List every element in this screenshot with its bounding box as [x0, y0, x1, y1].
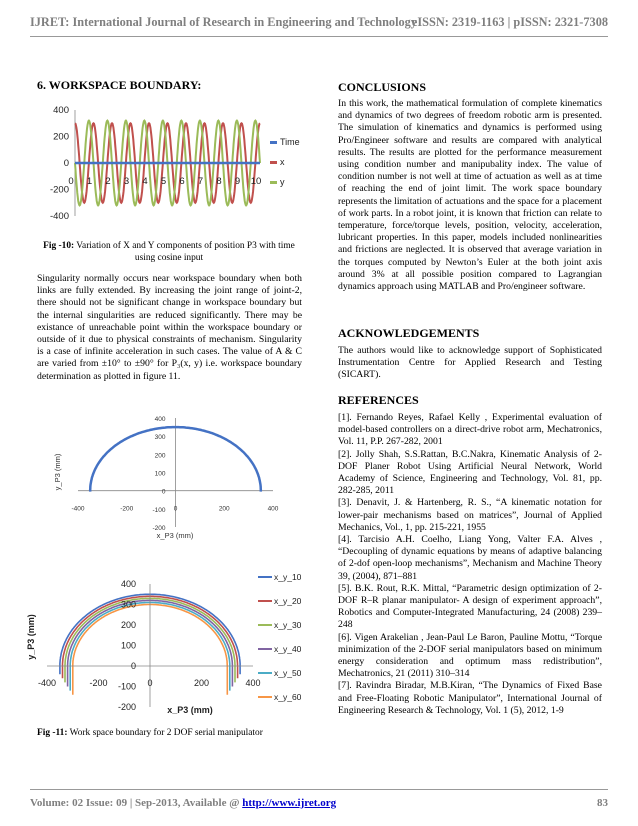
chart-xy-vs-time	[30, 98, 315, 228]
y-tick-label: 0	[161, 488, 166, 496]
legend-swatch-x	[270, 161, 277, 164]
y-tick-label: -400	[49, 211, 69, 222]
y-tick-label: 200	[154, 452, 166, 460]
y-tick-label: -200	[49, 184, 69, 196]
ack-text: The authors would like to acknowledge support of Sophisticated Instrumentation Centre for Applied Research and Testing (SICART).	[338, 345, 602, 381]
fig10-label: Fig -10:	[43, 241, 75, 251]
x-tick-label: 8	[216, 176, 222, 187]
y-tick-label: -200	[117, 702, 136, 712]
y-tick-label: 400	[53, 105, 69, 116]
x-tick-label: 0	[173, 505, 178, 513]
y-tick-label: 200	[120, 620, 136, 630]
x-axis-label: x_P3 (mm)	[167, 705, 213, 715]
fig10-text: Variation of X and Y components of position P3 with time using cosine input	[74, 241, 295, 263]
page-number: 83	[597, 797, 608, 809]
footer-issue-text: Volume: 02 Issue: 09 | Sep-2013, Available @	[30, 797, 243, 809]
y-axis-label: y_P3 (mm)	[53, 453, 62, 491]
journal-title: IJRET: International Journal of Research in Engineering and Technology	[30, 15, 417, 29]
issn: eISSN: 2319-1163 | pISSN: 2321-7308	[411, 15, 608, 29]
page-footer	[30, 789, 608, 816]
x-tick-label: 6	[179, 176, 185, 187]
reference-item: [4]. Tarcisio A.H. Coelho, Liang Yong, Valter F.A. Alves , “Decoupling of dynamic equations by means of adaptive balancing of 2-dof open-loop mechanisms”, Mechanism and Machine Theory 39, (2004), 871–881	[338, 534, 602, 582]
section-title-workspace: 6. WORKSPACE BOUNDARY:	[37, 78, 202, 92]
fig11-caption	[37, 727, 312, 739]
legend-label-Time: Time	[280, 137, 300, 147]
footer-issue	[30, 797, 336, 809]
legend-swatch-Time	[270, 141, 277, 144]
legend-label-x_y_30: x_y_30	[274, 620, 302, 630]
y-tick-label: 0	[63, 158, 69, 169]
y-tick-label: 100	[154, 470, 166, 478]
fig11-label: Fig -11:	[37, 728, 68, 738]
y-tick-label: 400	[120, 579, 136, 589]
fig10-caption	[34, 240, 304, 264]
y-axis-label: y_P3 (mm)	[26, 614, 36, 660]
legend-label-x_y_40: x_y_40	[274, 644, 302, 654]
y-tick-label: -100	[152, 506, 166, 514]
y-tick-label: 300	[120, 599, 136, 610]
x-tick-label: 2	[105, 176, 111, 187]
legend-label-y: y	[280, 177, 285, 187]
x-tick-label: 4	[142, 176, 148, 187]
x-axis-label: x_P3 (mm)	[156, 531, 194, 540]
reference-item: [1]. Fernando Reyes, Rafael Kelly , Experimental evaluation of model-based controllers on a direct-drive robot arm, Mechatronics, Vol. 11, P.P. 267-282, 2001	[338, 412, 602, 448]
x-tick-label: 0	[68, 176, 74, 187]
legend-label-x: x	[280, 157, 285, 167]
x-tick-label: 9	[234, 176, 241, 187]
y-tick-label: 100	[120, 640, 136, 651]
x-tick-label: 400	[267, 505, 279, 513]
y-tick-label: -100	[117, 681, 136, 692]
ack-title: ACKNOWLEDGEMENTS	[338, 326, 480, 340]
y-tick-label: 200	[53, 131, 69, 143]
x-tick-label: 200	[218, 505, 230, 513]
page-header	[30, 10, 608, 37]
footer-link[interactable]: http://www.ijret.org	[242, 797, 337, 809]
reference-item: [7]. Ravindra Biradar, M.B.Kiran, “The Dynamics of Fixed Base and Free-Floating Robotic Manipulator”, International Journal of Engineering Research & Technology, Vol. 1 (5), 2012, 1-9	[338, 680, 602, 716]
singularity-paragraph: Singularity normally occurs near workspace boundary when both links are fully extended. By increasing the joint range of joint-2, there should not be significant change in workspace boundary but the internal singularities are reduced significantly. There may be existance of unreachable point within the workspace boundary or outside of it due to physical constraints of mechanism. Singularity is a case of infinite acceleration in such cases. The value of A & C are varied from ±10° to ±90° for P₃(x, y) i.e. workspace boundary determination as plotted in figure 11.	[37, 273, 302, 382]
reference-item: [5]. B.K. Rout, R.K. Mittal, “Parametric design optimization of 2-DOF R–R planar manipulator- A design of experiment approach”, Robotics and Computer-Integrated Manufacturing, 24 (2008) 239–248	[338, 582, 602, 631]
fig11-text: Work space boundary for 2 DOF serial manipulator	[67, 728, 263, 738]
y-tick-label: 0	[130, 661, 136, 671]
x-tick-label: 7	[197, 176, 204, 187]
legend-label-x_y_60: x_y_60	[274, 692, 302, 702]
x-tick-label: 1	[86, 176, 93, 187]
x-tick-label: 200	[193, 678, 210, 688]
x-tick-label: -400	[71, 505, 85, 513]
legend-label-x_y_20: x_y_20	[274, 596, 302, 606]
reference-item: [6]. Vigen Arakelian , Jean-Paul Le Baron, Pauline Mottu, “Torque minimization of the 2-DOF serial manipulators based on minimum energy consideration and optimum mass redistribution”, Mechatronics, 21 (2011) 310–314	[338, 631, 602, 680]
y-tick-label: 400	[154, 416, 166, 423]
chart-workspace-boundary	[50, 410, 290, 545]
x-tick-label: -200	[89, 678, 108, 688]
x-tick-label: 5	[160, 176, 167, 187]
x-tick-label: -400	[37, 678, 57, 688]
x-tick-label: 3	[123, 176, 130, 187]
legend-swatch-y	[270, 181, 277, 184]
x-tick-label: 10	[250, 176, 262, 187]
x-tick-label: 400	[245, 678, 261, 688]
reference-item: [2]. Jolly Shah, S.S.Rattan, B.C.Nakra, Kinematic Analysis of 2-DOF Planer Robot Using Artificial Neural Network, World Academy of Science, Engineering and Technology, Vol. 81, pp. 282-285, 2011	[338, 448, 602, 497]
reference-item: [3]. Denavit, J. & Hartenberg, R. S., “A kinematic notation for lower-pair mechanisms based on matrices”, Journal of Applied Mechanics, Vol., 1, pp. 215-221, 1955	[338, 497, 602, 533]
references-list	[338, 412, 602, 717]
y-tick-label: 300	[154, 434, 166, 442]
chart-workspace-boundaries-multi	[20, 565, 310, 715]
x-tick-label: 0	[147, 678, 153, 688]
x-tick-label: -200	[120, 505, 134, 513]
y-tick-label: -200	[152, 525, 166, 532]
legend-label-x_y_10: x_y_10	[274, 572, 302, 582]
conclusions-text: In this work, the mathematical formulation of complete kinematics and dynamics of two degrees of freedom robotic arm is presented. The simulation of kinematics and dynamics is performed using Pro/Engineer software and results are compared with analytical results. The results are plotted for the performance measurement using condition number and manipubality index. The value of condition number is not well at time of actuation as well as at time of reaching the end of joint limit. The work space boundary represents the limitation of actuations and the space for a placement of work parts. In a robot joint, it is known that friction can relate to temperature, force/torque levels, position, velocity, acceleration, lubricant properties. In this paper, models included nonlinearities and frictions are neglected. It is observed that average variation in the torques computed by Newton’s Euler at the both joint axis around 3% at all possible position compared to Lagrangian dynamics approach using MATLAB and Pro/engineer software.	[338, 98, 602, 293]
legend-label-x_y_50: x_y_50	[274, 668, 302, 678]
conclusions-title: CONCLUSIONS	[338, 80, 427, 94]
references-title: REFERENCES	[338, 393, 419, 407]
